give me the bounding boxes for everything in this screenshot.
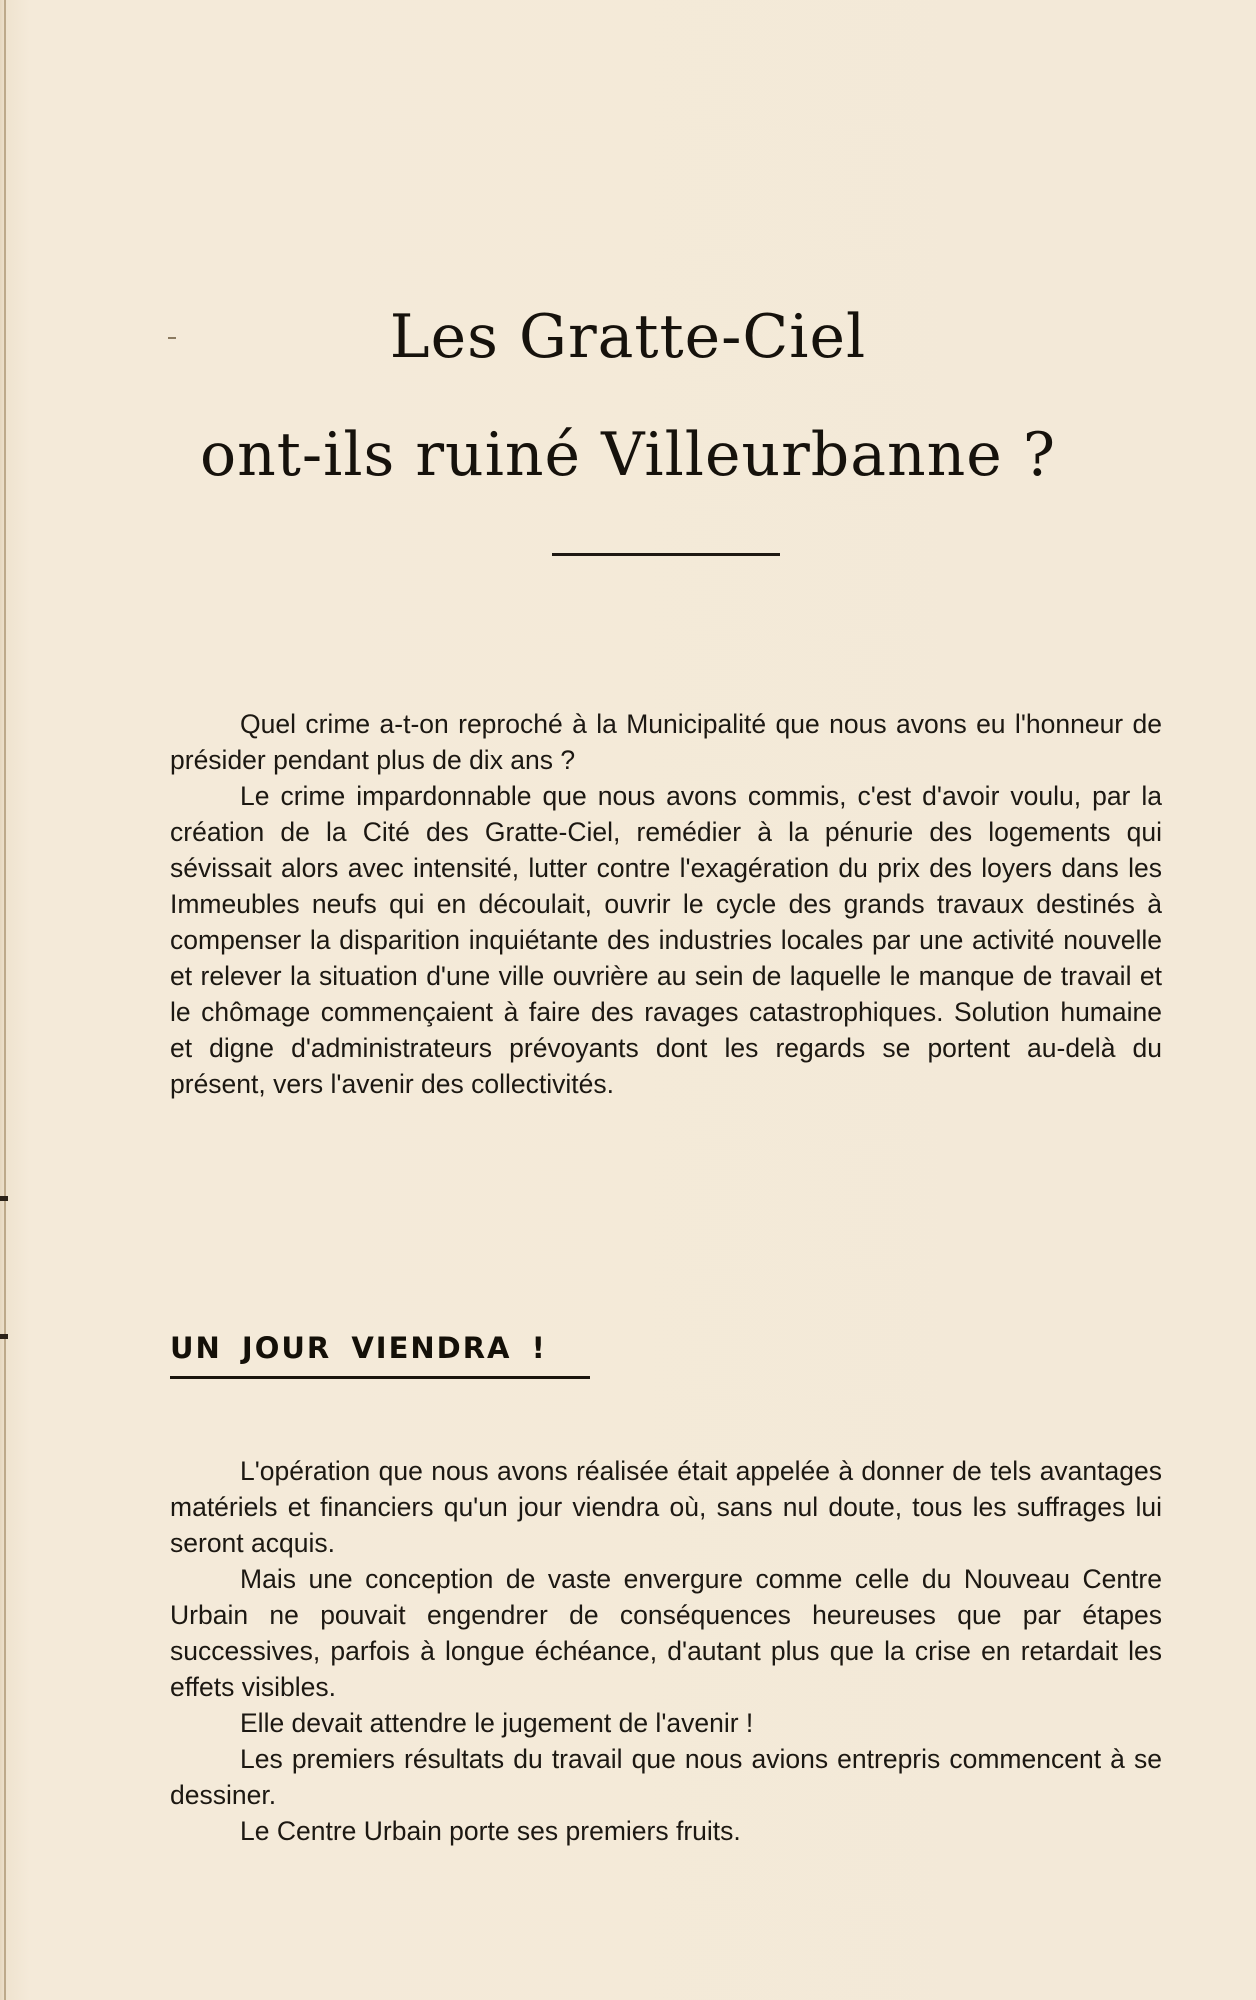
paragraph: Quel crime a-t-on reproché à la Municipalité que nous avons eu l'honneur de présider pendant plus de dix ans ? — [170, 709, 1162, 775]
paragraph: Les premiers résultats du travail que nous avions entrepris commencent à se dessiner. — [170, 1744, 1162, 1810]
title-divider — [552, 553, 780, 556]
page-title-line-1: Les Gratte-Ciel — [389, 302, 867, 372]
binding-edge — [4, 0, 6, 2000]
section-intro — [170, 706, 1162, 1102]
page-title-line-2: ont-ils ruiné Villeurbanne ? — [199, 420, 1057, 490]
paragraph: Elle devait attendre le jugement de l'avenir ! — [240, 1708, 754, 1738]
heading-underline — [170, 1376, 590, 1379]
paragraph: Mais une conception de vaste envergure comme celle du Nouveau Centre Urbain ne pouvait engendrer de conséquences heureuses que par étapes successives, parfois à longue échéance, d'autant plus que la crise en retardait les effets visibles. — [170, 1564, 1162, 1702]
section-heading: UN JOUR VIENDRA ! — [170, 1331, 547, 1365]
staple-mark — [0, 1196, 8, 1201]
paragraph: Le Centre Urbain porte ses premiers fruits. — [240, 1816, 741, 1846]
section-un-jour-viendra — [170, 1453, 1162, 1849]
paragraph: L'opération que nous avons réalisée était appelée à donner de tels avantages matériels et financiers qu'un jour viendra où, sans nul doute, tous les suffrages lui seront acquis. — [170, 1456, 1162, 1558]
paragraph: Le crime impardonnable que nous avons commis, c'est d'avoir voulu, par la création de la Cité des Gratte-Ciel, remédier à la pénurie des logements qui sévissait alors avec intensité, lutter contre l'exagération du prix des loyers dans les Immeubles neufs qui en découlait, ouvrir le cycle des grands travaux destinés à compenser la disparition inquiétante des industries locales par une activité nouvelle et relever la situation d'une ville ouvrière au sein de laquelle le manque de travail et le chômage commençaient à faire des ravages catastrophiques. Solution humaine et digne d'administrateurs prévoyants dont les regards se portent au-delà du présent, vers l'avenir des collectivités. — [170, 781, 1162, 1099]
staple-mark — [0, 1334, 8, 1339]
